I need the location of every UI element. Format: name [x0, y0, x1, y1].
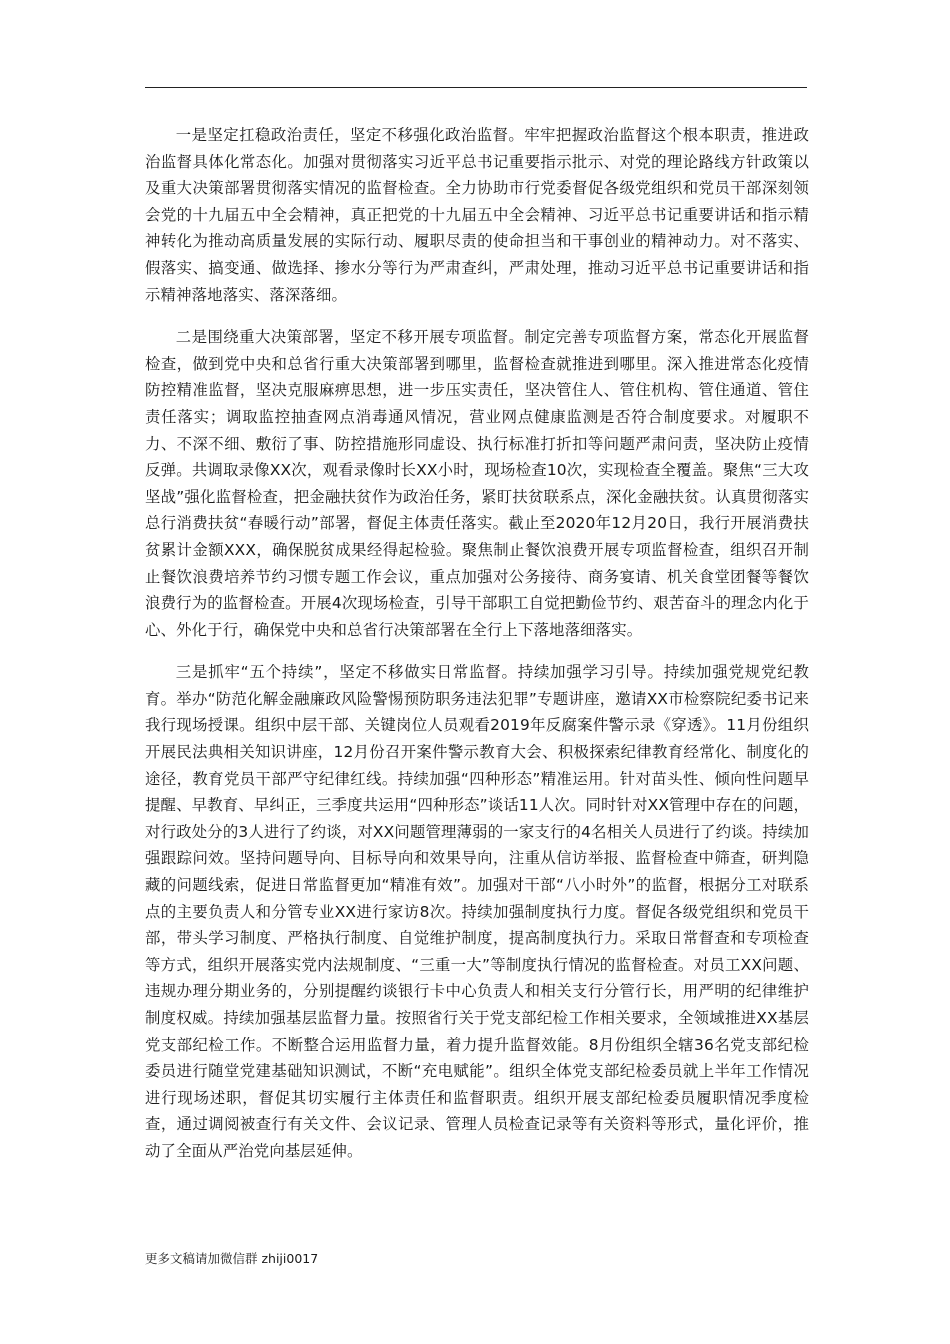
- paragraph-special-supervision: 二是围绕重大决策部署，坚定不移开展专项监督。制定完善专项监督方案，常态化开展监督检查，做到党中央和总省行重大决策部署到哪里，监督检查就推进到哪里。深入推进常态化疫情防控精准监督，坚决克服麻痹思想，进一步压实责任，坚决管住人、管住机构、管住通道、管住责任落实；调取监控抽查网点消毒通风情况，营业网点健康监测是否符合制度要求。对履职不力、不深不细、敷衍了事、防控措施形同虚设、执行标准打折扣等问题严肃问责，坚决防止疫情反弹。共调取录像XX次，观看录像时长XX小时，现场检查10次，实现检查全覆盖。聚焦“三大攻坚战”强化监督检查，把金融扶贫作为政治任务，紧盯扶贫联系点，深化金融扶贫。认真贯彻落实总行消费扶贫“春暖行动”部署，督促主体责任落实。截止至2020年12月20日，我行开展消费扶贫累计金额XXX，确保脱贫成果经得起检验。聚焦制止餐饮浪费开展专项监督检查，组织召开制止餐饮浪费培养节约习惯专题工作会议，重点加强对公务接待、商务宴请、机关食堂团餐等餐饮浪费行为的监督检查。开展4次现场检查，引导干部职工自觉把勤俭节约、艰苦奋斗的理念内化于心、外化于行，确保党中央和总省行决策部署在全行上下落地落细落实。: [145, 328, 809, 639]
- document-body: [145, 122, 809, 1181]
- footer-note: 更多文稿请加微信群 zhiji0017: [145, 1251, 319, 1266]
- paragraph-daily-supervision: 三是抓牢“五个持续”，坚定不移做实日常监督。持续加强学习引导。持续加强党规党纪教育。举办“防范化解金融廉政风险警惕预防职务违法犯罪”专题讲座，邀请XX市检察院纪委书记来我行现场授课。组织中层干部、关键岗位人员观看2019年反腐案件警示录《穿透》。11月份组织开展民法典相关知识讲座，12月份召开案件警示教育大会、积极探索纪律教育经常化、制度化的途径，教育党员干部严守纪律红线。持续加强“四种形态”精准运用。针对苗头性、倾向性问题早提醒、早教育、早纠正，三季度共运用“四种形态”谈话11人次。同时针对XX管理中存在的问题，对行政处分的3人进行了约谈，对XX问题管理薄弱的一家支行的4名相关人员进行了约谈。持续加强跟踪问效。坚持问题导向、目标导向和效果导向，注重从信访举报、监督检查中筛查，研判隐藏的问题线索，促进日常监督更加“精准有效”。加强对干部“八小时外”的监督，根据分工对联系点的主要负责人和分管专业XX进行家访8次。持续加强制度执行力度。督促各级党组织和党员干部，带头学习制度、严格执行制度、自觉维护制度，提高制度执行力。采取日常督查和专项检查等方式，组织开展落实党内法规制度、“三重一大”等制度执行情况的监督检查。对员工XX问题、违规办理分期业务的，分别提醒约谈银行卡中心负责人和相关支行分管行长，用严明的纪律维护制度权威。持续加强基层监督力量。按照省行关于党支部纪检工作相关要求，全领域推进XX基层党支部纪检工作。不断整合运用监督力量，着力提升监督效能。8月份组织全辖36名党支部纪检委员进行随堂党建基础知识测试，不断“充电赋能”。组织全体党支部纪检委员就上半年工作情况进行现场述职，督促其切实履行主体责任和监督职责。组织开展支部纪检委员履职情况季度检查，通过调阅被查行有关文件、会议记录、管理人员检查记录等有关资料等形式，量化评价，推动了全面从严治党向基层延伸。: [145, 663, 809, 1160]
- header-rule: [145, 87, 807, 88]
- paragraph-political-supervision: 一是坚定扛稳政治责任，坚定不移强化政治监督。牢牢把握政治监督这个根本职责，推进政治监督具体化常态化。加强对贯彻落实习近平总书记重要指示批示、对党的理论路线方针政策以及重大决策部署贯彻落实情况的监督检查。全力协助市行党委督促各级党组织和党员干部深刻领会党的十九届五中全会精神，真正把党的十九届五中全会精神、习近平总书记重要讲话和指示精神转化为推动高质量发展的实际行动、履职尽责的使命担当和干事创业的精神动力。对不落实、假落实、搞变通、做选择、掺水分等行为严肃查纠，严肃处理，推动习近平总书记重要讲话和指示精神落地落实、落深落细。: [145, 126, 809, 304]
